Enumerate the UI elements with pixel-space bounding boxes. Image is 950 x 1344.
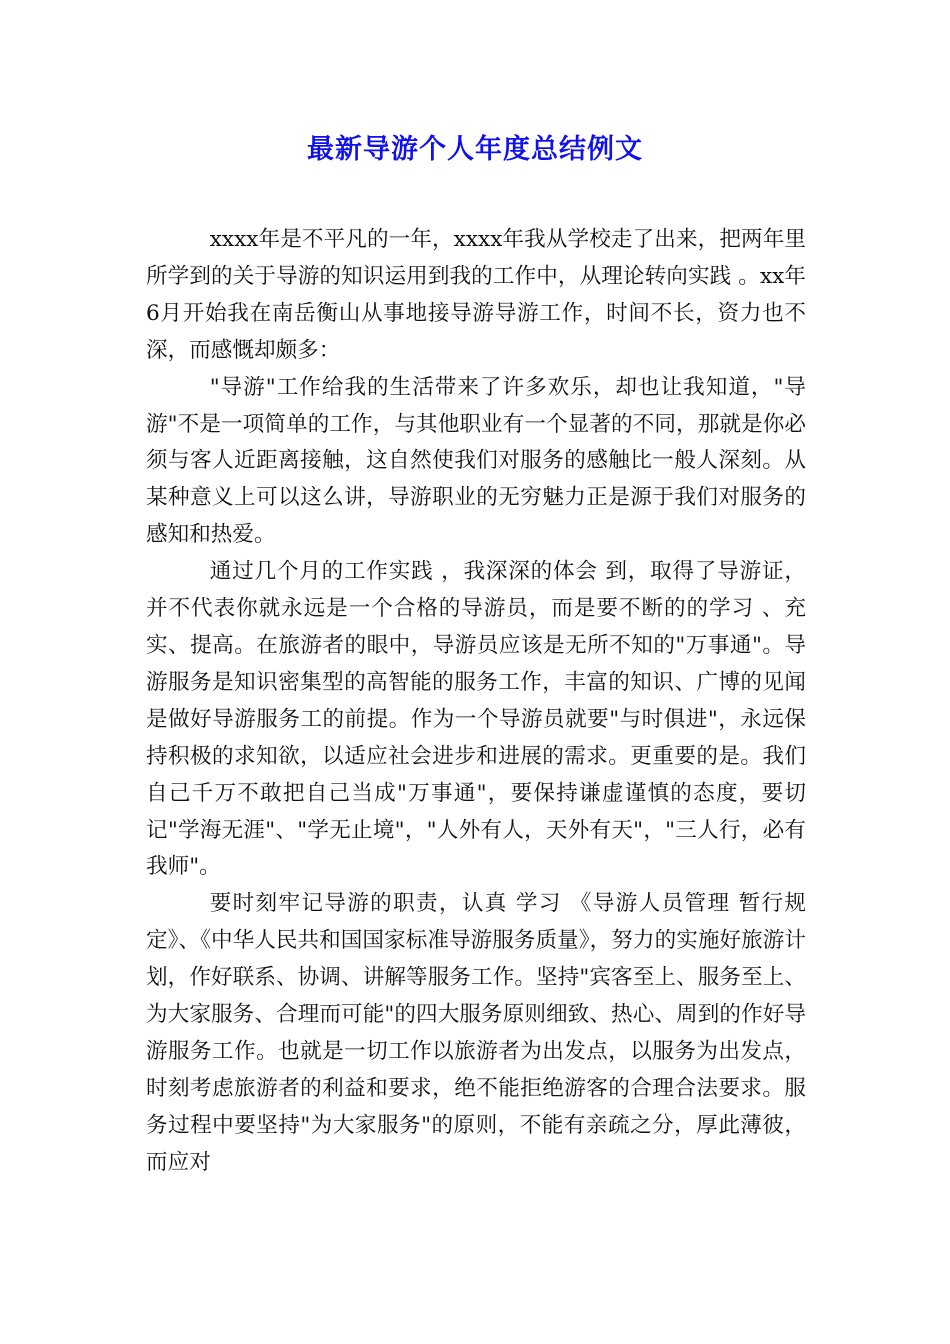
paragraph: 通过几个月的工作实践 ，我深深的体会 到，取得了导游证，并不代表你就永远是一个合格的导游员，而是要不断的的学习 、充实、提高。在旅游者的眼中，导游员应该是无所不知的"万事通"。导游服务是知识密集型的高智能的服务工作，丰富的知识、广博的见闻是做好导游服务工的前提。作为一个导游员就要"与时俱进"，永远保持积极的求知欲，以适应社会进步和进展的需求。更重要的是。我们自己千万不敢把自己当成"万事通"，要保持谦虚谨慎的态度，要切记"学海无涯"、"学无止境"，"人外有人，天外有天"，"三人行，必有我师"。 bbox=[146, 559, 806, 880]
paragraph: "导游"工作给我的生活带来了许多欢乐，却也让我知道，"导游"不是一项简单的工作，与其他职业有一个显著的不同，那就是你必须与客人近距离接触，这自然使我们对服务的感触比一般人深刻。从某种意义上可以这么讲，导游职业的无穷魅力正是源于我们对服务的感知和热爱。 bbox=[146, 374, 806, 548]
document-body bbox=[146, 222, 806, 1182]
paragraph: xxxx年是不平凡的一年，xxxx年我从学校走了出来，把两年里所学到的关于导游的知识运用到我的工作中，从理论转向实践 。xx年6月开始我在南岳衡山从事地接导游导游工作，时间不长，资力也不深，而感慨却颇多： bbox=[146, 227, 806, 363]
document-title: 最新导游个人年度总结例文 bbox=[307, 134, 643, 165]
paragraph: 要时刻牢记导游的职责，认真 学习 《导游人员管理 暂行规定》、《中华人民共和国国家标准导游服务质量》，努力的实施好旅游计划，作好联系、协调、讲解等服务工作。坚持"宾客至上、服务至上、为大家服务、合理而可能"的四大服务原则细致、热心、周到的作好导游服务工作。也就是一切工作以旅游者为出发点，以服务为出发点，时刻考虑旅游者的利益和要求，绝不能拒绝游客的合理合法要求。服务过程中要坚持"为大家服务"的原则，不能有亲疏之分，厚此薄彼，而应对 bbox=[146, 891, 806, 1175]
